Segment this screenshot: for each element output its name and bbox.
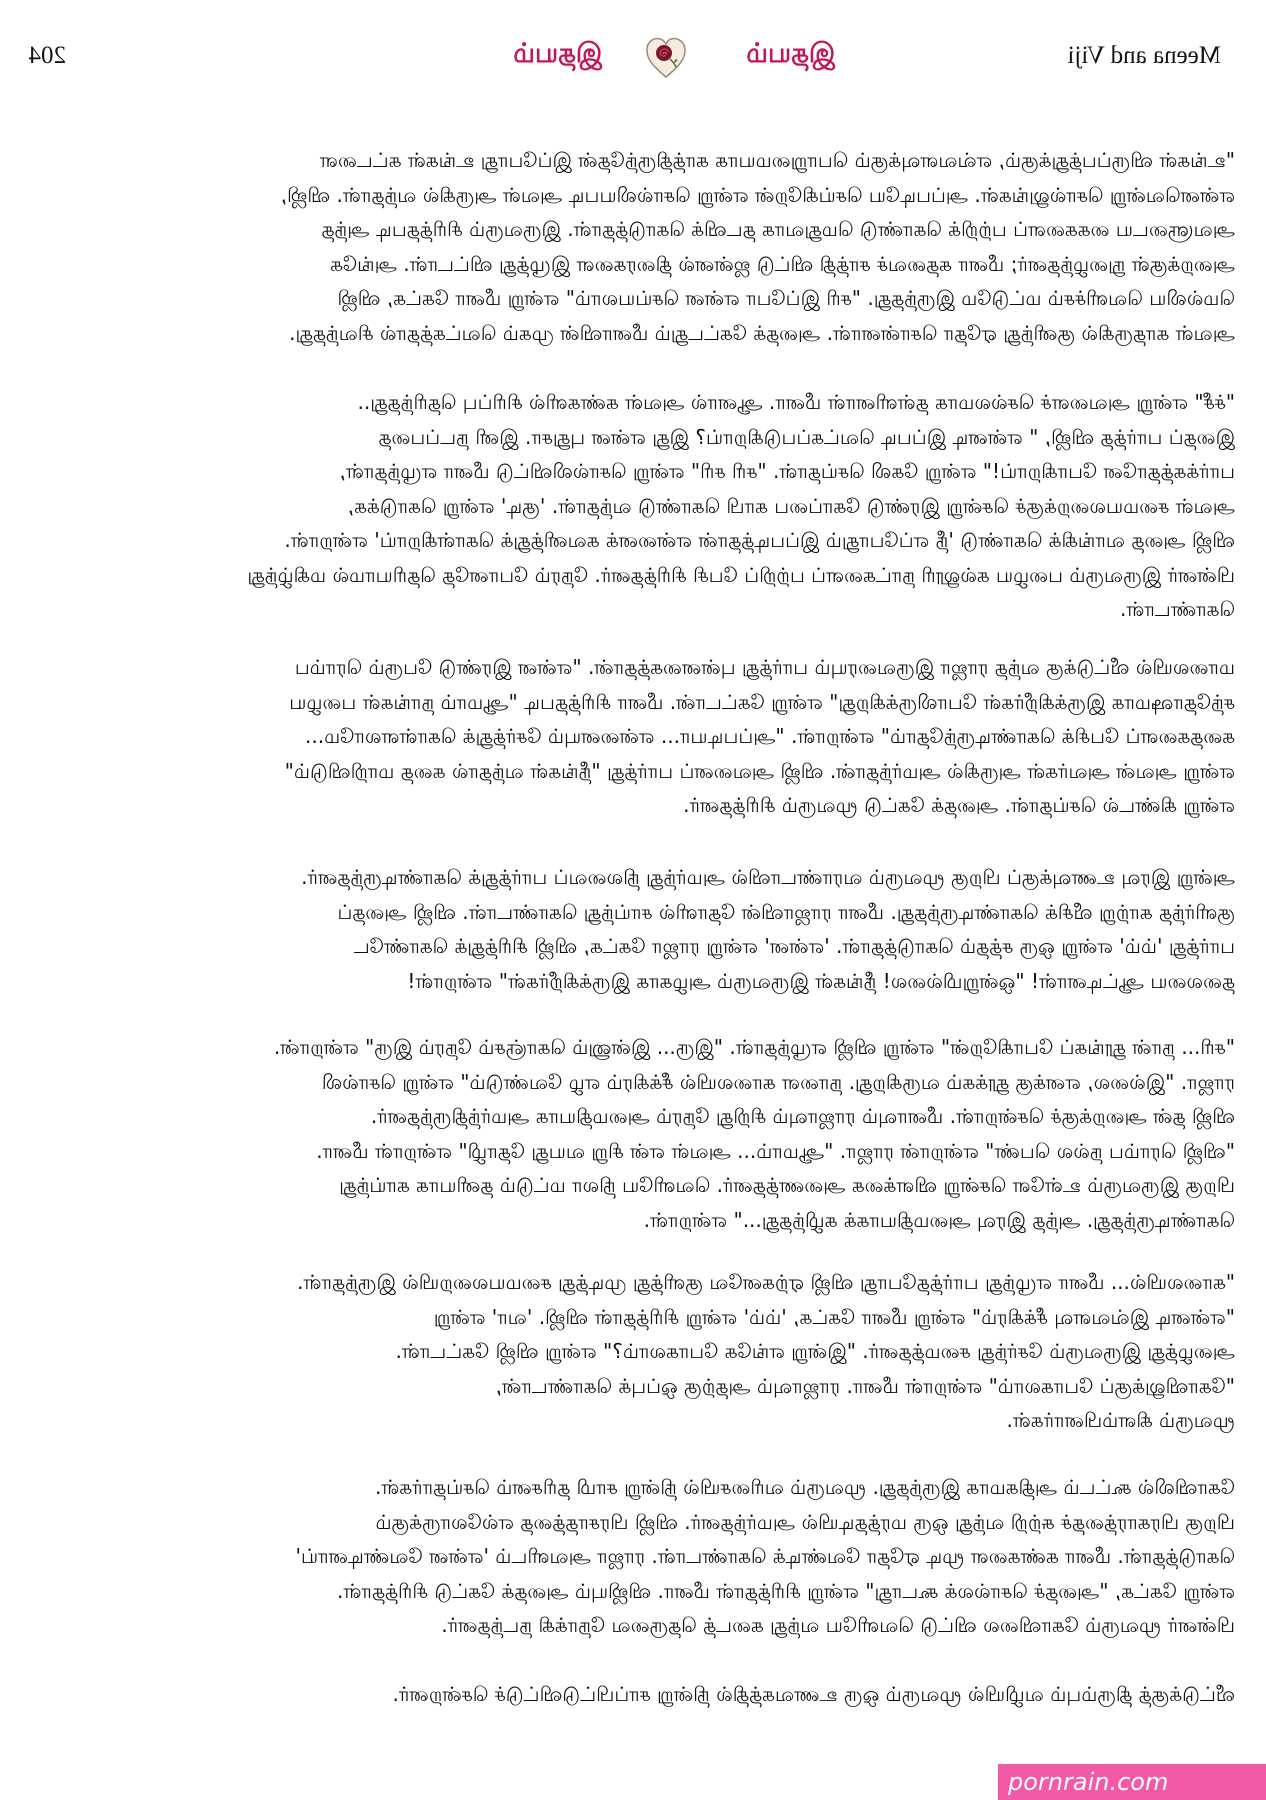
text-line: அன்று இரவு உணவுக்குப் பிறகு மூவரும் வராண்டாவில் அமர்ந்து நிலவைப் பார்த்துக் கொண்டிருந்தனர். (301, 865, 1235, 889)
text-line: "கோவிலுக்குப் போகலாம்" என்றாள் மீனா. ராஜாவும் அதற்கு ஒப்புக் கொண்டான், (495, 1373, 1235, 1398)
paragraph-8 (86, 1677, 1235, 1712)
text-line: "சரி... நான் தூங்கப் போகிறேன்" என்று விஜி எழுந்தாள். "இரு... இன்னும் கொஞ்சம் நேரம் இரு" என்றான். (273, 1035, 1235, 1059)
text-line: குளிர்ந்த காற்று வீசிக் கொண்டிருந்தது. மீனா ராஜாவின் தோளில் சாய்ந்து கொண்டாள். விஜி அதைப் (337, 899, 1235, 924)
text-line: என்னவென்று சொல்லுங்கள். அப்படியே செய்கிறேன் என்று சொல்லியபடி அவள் அருகில் வந்தாள். விஜி, (280, 182, 1235, 207)
paragraph-6 (86, 1265, 1235, 1438)
paragraph-3 (86, 650, 1235, 823)
text-line: பின்னர் இருவரும் பழைய கல்லூரி நாட்களைப் பற்றிப் பேசி சிரித்தனர். நேரம் போனதே தெரியாமல் மகிழ்ந்து (247, 562, 1235, 587)
text-line: வீட்டுக்குத் திரும்பும் வழியில் மூவரும் ஒரு உணவகத்தில் நின்று சாப்பிட்டுவிட்டுச் சென்றனர். (392, 1682, 1235, 1706)
watermark-label: pornrain.com (998, 1764, 1266, 1800)
text-line: "ச்சீ" என்று அவளைச் செல்லமாக தள்ளினாள் மீனா. ஆனால் அவள் கண்களில் சிரிப்பு தெரிந்தது.. (357, 390, 1235, 414)
paragraph-2 (86, 385, 1235, 627)
paragraph-4 (86, 860, 1235, 998)
text-line: என்று அவன் அவர்கள் அருகில் அமர்ந்தான். விஜி அவனைப் பார்த்து "நீங்கள் வந்தால் கதை மாறிவிடும்" (284, 758, 1235, 783)
text-line: கொண்டாள். (1119, 597, 1235, 621)
text-line: விஜி அதை வாங்கிக் கொண்டு 'நீ எப்போதும் இப்படித்தான் என்னைக் கவனித்துக் கொள்கிறாய்' என்றாள். (284, 528, 1235, 552)
page-number: 204 (28, 42, 66, 69)
text-line: அவள் காதருகில் குனிந்து ஏதோ சொன்னாள். அதைக் கேட்டதும் மீனாவின் முகம் வெட்கத்தால் சிவந்தது. (289, 320, 1235, 345)
text-line: கதைகளைப் பேசிக் கொண்டிருந்தோம்" என்றாள். "அப்படியா... என்னையும் சேர்த்துக் கொள்ளலாமே... (305, 724, 1235, 748)
text-line: "காலையில்... மீனா எழுந்து பார்த்தபோது விஜி ஏற்கனவே குளித்து முடித்து சமையலறையில் இருந்தாள். (297, 1270, 1235, 1294)
site-name-right: இதயம் (513, 38, 602, 69)
text-line: "உங்கள் விருப்பத்துக்கும், எவ்வளவுக்கும் பொறுமையாக காத்திருந்தேன் இப்போது உங்கள் கட்டளை (319, 148, 1235, 172)
paragraph-5 (86, 1030, 1235, 1237)
site-name-left: இதயம் (746, 38, 835, 69)
text-line: மூவரும் கிளம்பினார்கள். (1006, 1408, 1235, 1432)
heart-rose-logo-icon (644, 34, 688, 80)
text-line: மாலையில் வீட்டுக்கு வந்த ராஜா இருவரையும் பார்த்து புன்னகைத்தான். "என்ன இரண்டு பேரும் ரொம்ப (294, 655, 1235, 679)
text-line: "விஜி ரொம்ப நல்ல பெண்" என்றான் ராஜா. "ஆமாம்... அவள் என் சிறு வயது தோழி" என்றாள் மீனா. (316, 1138, 1235, 1163)
story-title: Meena and Viji (1067, 42, 1221, 69)
text-line: பின்னர் மூவரும் கோவிலை விட்டு வெளியே வந்து கடைத் தெருவை நோக்கி நடந்தனர். (441, 1613, 1235, 1637)
text-line: இதைப் பார்த்த விஜி, " என்னடி இப்படி வெட்கப்படுகிறாய்? இது என்ன புதுசா. இனி நடப்பதை (378, 424, 1235, 449)
text-line: பிறகு பிரகாரத்தைச் சுற்றி வந்து ஒரு மரத்தடியில் அமர்ந்தனர். விஜி பிரசாதத்தை எல்லோருக்கும் (375, 1509, 1235, 1534)
text-line: கொண்டிருந்தது. அந்த இரவு அமைதியாகக் கழிந்தது..." என்றாள். (643, 1207, 1235, 1232)
text-line: பிறகு இருவரும் உள்ளே சென்று விளக்கை அணைத்தனர். வெளியே நிலா மட்டும் தனியாக காய்ந்து (339, 1173, 1235, 1197)
text-line: என்று கேட்க, "அதைச் சொல்லக் கூடாது" என்று சிரித்தாள் மீனா. விஜியும் அதைக் கேட்டு சிரித்தாள். (337, 1578, 1235, 1603)
text-line: அழைத்து இருவரும் சேர்ந்து சமைத்தனர். "இன்று எங்கே போகலாம்?" என்று விஜி கேட்டாள். (395, 1339, 1235, 1363)
paragraph-1 (86, 143, 1235, 350)
text-line: அறைக்குள் நுழைந்தனர்; மீனா கதவைச் சாத்தி விட்டு ஜன்னல் திரைகளை இழுத்து விட்டாள். அங்கே (330, 251, 1235, 276)
text-line: கோவிலில் கூட்டம் அதிகமாக இருந்தது. மூவரும் வரிசையில் நின்று சாமி தரிசனம் செய்தார்கள். (374, 1475, 1235, 1499)
text-line: மெல்லிய வெளிச்சம் மட்டுமே இருந்தது. "சரி இப்போ என்ன செய்யலாம்" என்று மீனா கேட்க, விஜி (337, 286, 1235, 310)
text-line: ராஜா. "இல்லை, எனக்கு தூக்கம் வருகிறது. நாளை காலையில் சீக்கிரம் எழ வேண்டும்" என்று சொல்லி (321, 1069, 1235, 1094)
text-line: அவளுடைய கைகளைப் பற்றிக் கொண்டு மெதுவாக தடவிக் கொடுத்தாள். இருவரும் சிரித்தபடி அந்த (321, 217, 1235, 241)
text-line: விஜி தன் அறைக்குச் சென்றாள். மீனாவும் ராஜாவும் சிறிது நேரம் அமைதியாக அமர்ந்திருந்தனர். (370, 1104, 1235, 1128)
text-line: பார்த்து 'ம்ம்' என்று ஒரு சத்தம் கொடுத்தாள். 'என்ன' என்று ராஜா கேட்க, விஜி சிரித்துக் கொண்டே (353, 934, 1235, 958)
paragraph-7 (86, 1470, 1235, 1643)
text-line: சந்தோஷமாக இருக்கிறீர்கள் போலிருக்கிறது" என்று கேட்டான். மீனா சிரித்தபடி "ஆமாம் நாங்கள் பழைய (289, 689, 1235, 714)
text-line: கொடுத்தாள். மீனா கண்களை மூடி ஏதோ வேண்டிக் கொண்டாள். ராஜா அவளிடம் 'என்ன வேண்டினாய்' (295, 1544, 1235, 1568)
text-line: தலையை ஆட்டினாள்! "ஒன்றுமில்லை! நீங்கள் இருவரும் அழகாக இருக்கிறீர்கள்" என்றாள்! (407, 968, 1235, 993)
text-line: பார்க்கத்தானே போகிறாய்!" என்று கேலி செய்தாள். "சரி சரி" என்று சொல்லிவிட்டு மீனா எழுந்தாள், (339, 459, 1235, 483)
text-line: "என்னடி இவ்வளவு சீக்கிரம்" என்று மீனா கேட்க, 'ம்ம்' என்று சிரித்தாள் விஜி. 'வா' என்று (433, 1304, 1235, 1329)
text-line: அவள் சமையலறைக்குச் சென்று இரண்டு கோப்பை காபி கொண்டு வந்தாள். 'குடி' என்று கொடுக்க, (347, 493, 1235, 518)
text-line: என்று கிண்டல் செய்தாள். அதைக் கேட்டு மூவரும் சிரித்தனர். (683, 793, 1235, 817)
